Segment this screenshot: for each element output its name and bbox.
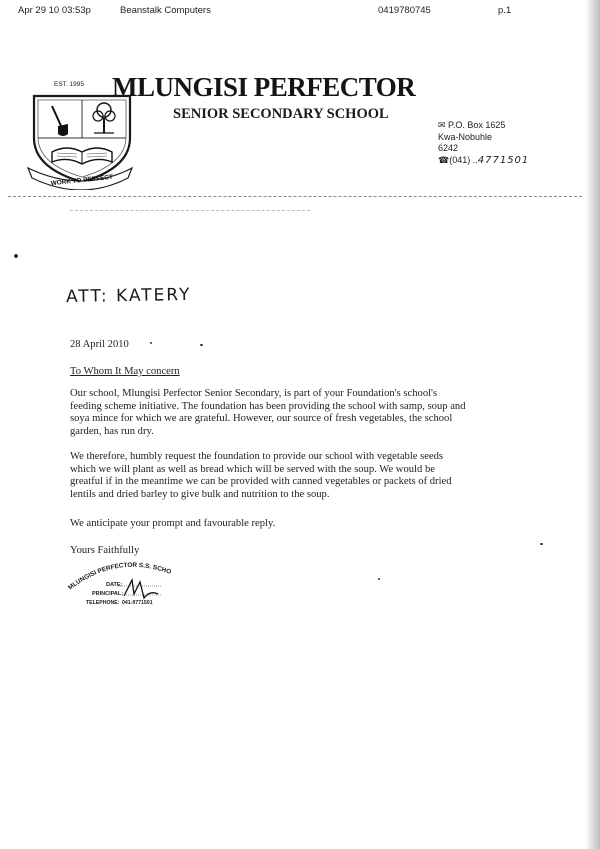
letter-paragraph-2: We therefore, humbly request the foundation to provide our school with vegetable seeds which we will plant as well as bread which will be served with the soup. We would be greatful if in the meantime we can be provided with canned vegetables or packets of dried lentils and dried barley to give bulk and nutrition to the soup. xyxy=(70,451,452,500)
school-stamp xyxy=(63,555,178,610)
scan-speck xyxy=(150,342,152,344)
address-town: Kwa-Nobuhle xyxy=(438,131,493,142)
crest-established-text: EST. 1995 xyxy=(54,81,84,88)
stamp-principal-label: PRINCIPAL: xyxy=(92,591,124,597)
stamp-telephone-number: 041-9771501 xyxy=(122,600,153,606)
scan-speck xyxy=(540,543,543,545)
address-po-box: P.O. Box 1625 xyxy=(448,120,506,130)
mail-icon: ✉ xyxy=(438,120,449,130)
attention-handwritten: ATT: KATERY xyxy=(65,284,192,308)
letterhead-divider-faint xyxy=(70,210,310,211)
stamp-telephone-label: TELEPHONE: xyxy=(86,600,120,606)
crest-motto: WORK TO PERFECT xyxy=(50,173,114,188)
letter-date: 28 April 2010 xyxy=(70,339,129,350)
letter-paragraph-1: Our school, Mlungisi Perfector Senior Secondary, is part of your Foundation's school's feeding scheme initiative. The foundation has been providing the school with samp, soup and soya mince for which we are grateful. However, our source of fresh vegetables, the school garden, has run dry. xyxy=(70,388,466,437)
fax-date: Apr 29 10 03:53p xyxy=(18,5,91,16)
fax-sender-company: Beanstalk Computers xyxy=(120,5,211,16)
phone-icon: ☎ xyxy=(438,154,450,165)
letter-salutation: To Whom It May concern xyxy=(70,366,180,377)
school-address xyxy=(438,120,529,166)
fax-page-number: p.1 xyxy=(498,5,512,16)
address-postal-code: 6242 xyxy=(438,143,459,153)
address-po-box-line xyxy=(438,120,529,132)
letterhead-divider xyxy=(8,196,582,197)
address-phone-prefix: (041) xyxy=(449,154,471,165)
address-phone-handwritten: 4771501 xyxy=(477,154,530,166)
school-name-heading: MLUNGISI PERFECTOR xyxy=(112,72,416,102)
scan-edge-shadow xyxy=(586,0,600,849)
scan-speck xyxy=(200,344,203,346)
address-phone-line: ☎(041) ..4771501 xyxy=(438,154,530,166)
principal-signature xyxy=(124,580,158,598)
stamp-date-label: DATE: xyxy=(106,582,123,588)
school-subtitle: SENIOR SECONDARY SCHOOL xyxy=(173,106,389,122)
letter-closing: Yours Faithfully xyxy=(70,545,140,556)
scan-speck xyxy=(14,254,18,258)
letter-paragraph-3: We anticipate your prompt and favourable reply. xyxy=(70,518,276,529)
stamp-arc-text: MLUNGISI PERFECTOR S.S. SCHOOL xyxy=(63,555,172,592)
fax-sender-phone: 0419780745 xyxy=(378,5,431,16)
fax-header xyxy=(0,5,600,19)
scan-speck xyxy=(378,578,380,580)
